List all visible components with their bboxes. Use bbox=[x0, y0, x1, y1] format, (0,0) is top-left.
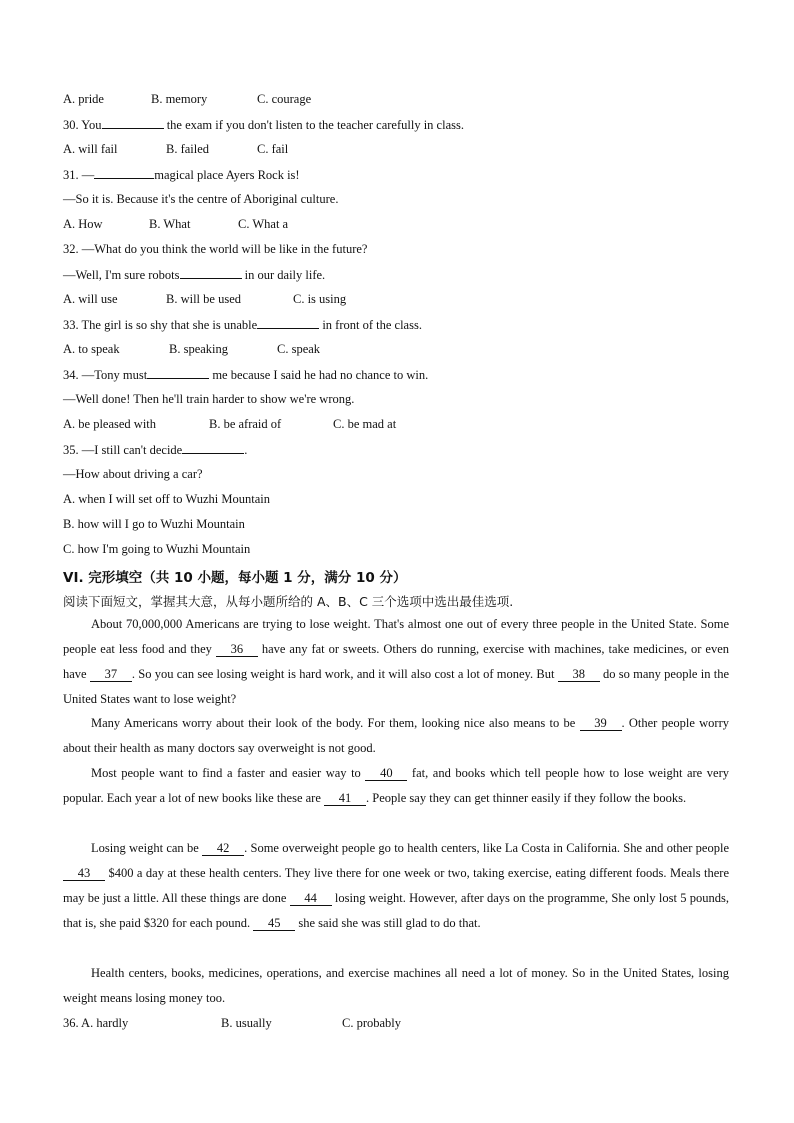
q31-blank[interactable] bbox=[94, 166, 154, 179]
q35-option-c: C. how I'm going to Wuzhi Mountain bbox=[63, 542, 251, 556]
passage-paragraph-4 bbox=[63, 836, 729, 936]
q32-text-before: —Well, I'm sure robots bbox=[63, 268, 180, 282]
p4-text-1: Losing weight can be bbox=[91, 841, 203, 855]
q31-text-after: magical place Ayers Rock is! bbox=[154, 168, 300, 182]
q31-option-c: C. What a bbox=[238, 217, 289, 231]
p1-text-3: . So you can see losing weight is hard work, and it will also cost a lot of money. But bbox=[131, 667, 558, 681]
q30-option-a: A. will fail bbox=[63, 142, 118, 156]
q34-text-before: 34. —Tony must bbox=[63, 368, 148, 382]
q35-stem bbox=[63, 441, 247, 458]
q36-option-a: 36. A. hardly bbox=[63, 1016, 129, 1030]
q29-option-b: B. memory bbox=[151, 92, 208, 106]
passage-paragraph-2 bbox=[63, 711, 729, 761]
q35-text-after: . bbox=[244, 443, 248, 457]
q32-options bbox=[63, 291, 346, 307]
p1-text-2: have any fat or sweets. Others do running, exercise with machines, take medicines, or even have bbox=[63, 642, 729, 681]
p4-text-3: $400 a day at these health centers. They live there for one week or two, taking exercise, eating different foods. Meals there may be just a little. All these things are done bbox=[63, 866, 729, 905]
passage-paragraph-5 bbox=[63, 961, 729, 1011]
q32-question: 32. —What do you think the world will be like in the future? bbox=[63, 242, 368, 256]
p4-text-4: losing weight. However, after days on the programme, She only lost 5 pounds, that is, she paid $320 for each pound. bbox=[63, 891, 729, 930]
q36-option-b: B. usually bbox=[221, 1016, 272, 1030]
q32-option-a: A. will use bbox=[63, 292, 118, 306]
q30-stem bbox=[63, 116, 464, 133]
q34-blank[interactable] bbox=[147, 366, 209, 379]
blank-45[interactable]: 45 bbox=[253, 916, 295, 931]
p5-text-1: Health centers, books, medicines, operations, and exercise machines all need a lot of money. So in the United States, losing weight means losing money too. bbox=[63, 966, 729, 1005]
passage-paragraph-3 bbox=[63, 761, 729, 811]
q29-options bbox=[63, 91, 311, 107]
passage-paragraph-1 bbox=[63, 612, 729, 712]
q34-options bbox=[63, 416, 396, 432]
q34-reply: —Well done! Then he'll train harder to show we're wrong. bbox=[63, 392, 355, 406]
q35-blank[interactable] bbox=[182, 441, 244, 454]
q31-stem bbox=[63, 166, 300, 183]
p1-text-4: do so many people in the United States want to lose weight? bbox=[63, 667, 729, 706]
q30-blank[interactable] bbox=[102, 116, 164, 129]
blank-41[interactable]: 41 bbox=[324, 791, 366, 806]
blank-40[interactable]: 40 bbox=[365, 766, 407, 781]
q35-reply: —How about driving a car? bbox=[63, 467, 203, 481]
q30-option-b: B. failed bbox=[166, 142, 210, 156]
q35-option-b: B. how will I go to Wuzhi Mountain bbox=[63, 517, 245, 531]
q34-option-a: A. be pleased with bbox=[63, 417, 157, 431]
q30-text-before: 30. You bbox=[63, 118, 102, 132]
q30-text-after: the exam if you don't listen to the teacher carefully in class. bbox=[163, 118, 464, 132]
q31-option-a: A. How bbox=[63, 217, 103, 231]
q31-reply: —So it is. Because it's the centre of Aboriginal culture. bbox=[63, 192, 339, 206]
p3-text-2: fat, and books which tell people how to lose weight are very popular. Each year a lot of new books like these are bbox=[63, 766, 729, 805]
q32-stem bbox=[63, 266, 325, 283]
q33-options bbox=[63, 341, 320, 357]
q33-text-before: 33. The girl is so shy that she is unable bbox=[63, 318, 258, 332]
q31-option-b: B. What bbox=[149, 217, 191, 231]
p1-text-1: About 70,000,000 Americans are trying to lose weight. That's almost one out of every three people in the United State. Some people eat less food and they bbox=[63, 617, 729, 656]
q34-option-b: B. be afraid of bbox=[209, 417, 282, 431]
p4-text-5: she said she was still glad to do that. bbox=[295, 916, 481, 930]
blank-42[interactable]: 42 bbox=[202, 841, 244, 856]
q32-option-c: C. is using bbox=[293, 292, 347, 306]
q33-option-a: A. to speak bbox=[63, 342, 120, 356]
blank-39[interactable]: 39 bbox=[580, 716, 622, 731]
q35-text-before: 35. —I still can't decide bbox=[63, 443, 183, 457]
q34-option-c: C. be mad at bbox=[333, 417, 397, 431]
blank-43[interactable]: 43 bbox=[63, 866, 105, 881]
q32-blank[interactable] bbox=[180, 266, 242, 279]
q31-options bbox=[63, 216, 288, 232]
p2-text-1: Many Americans worry about their look of the body. For them, looking nice also means to be bbox=[91, 716, 580, 730]
q30-option-c: C. fail bbox=[257, 142, 289, 156]
section-instruction: 阅读下面短文，掌握其大意，从每小题所给的 A、B、C 三个选项中选出最佳选项. bbox=[63, 594, 514, 609]
q31-text-before: 31. — bbox=[63, 168, 95, 182]
q34-stem bbox=[63, 366, 428, 383]
p3-text-1: Most people want to find a faster and easier way to bbox=[91, 766, 366, 780]
blank-37[interactable]: 37 bbox=[90, 667, 132, 682]
blank-36[interactable]: 36 bbox=[216, 642, 258, 657]
q36-options bbox=[63, 1015, 401, 1031]
blank-44[interactable]: 44 bbox=[290, 891, 332, 906]
q33-option-c: C. speak bbox=[277, 342, 321, 356]
q35-option-a: A. when I will set off to Wuzhi Mountain bbox=[63, 492, 270, 506]
q33-option-b: B. speaking bbox=[169, 342, 229, 356]
section-title: VI. 完形填空（共 10 小题，每小题 1 分，满分 10 分） bbox=[63, 570, 407, 586]
p2-text-2: . Other people worry about their health as many doctors say overweight is not good. bbox=[63, 716, 729, 755]
q33-stem bbox=[63, 316, 422, 333]
q29-option-c: C. courage bbox=[257, 92, 312, 106]
q30-options bbox=[63, 141, 288, 157]
p3-text-3: . People say they can get thinner easily if they follow the books. bbox=[366, 791, 687, 805]
p4-text-2: . Some overweight people go to health centers, like La Costa in California. She and other people bbox=[244, 841, 729, 855]
q36-option-c: C. probably bbox=[342, 1016, 402, 1030]
q32-text-after: in our daily life. bbox=[241, 268, 326, 282]
blank-38[interactable]: 38 bbox=[558, 667, 600, 682]
q32-option-b: B. will be used bbox=[166, 292, 241, 306]
q34-text-after: me because I said he had no chance to win. bbox=[209, 368, 429, 382]
q33-blank[interactable] bbox=[257, 316, 319, 329]
q33-text-after: in front of the class. bbox=[319, 318, 422, 332]
q29-option-a: A. pride bbox=[63, 92, 104, 106]
